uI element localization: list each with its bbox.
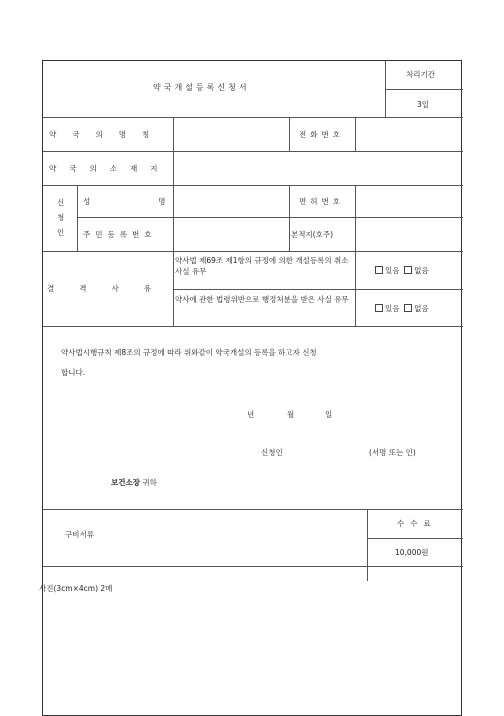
rule — [385, 89, 463, 90]
rule — [355, 185, 356, 251]
applicant-char: 청 — [57, 213, 65, 222]
pharmacy-name-label: 약국의명칭 — [49, 130, 166, 139]
documents-label: 구비서류 — [65, 530, 94, 539]
name-label: 성명 — [83, 197, 234, 206]
checkbox[interactable] — [404, 266, 412, 274]
addressee-suffix: 귀하 — [142, 478, 157, 487]
no-option: 없음 — [414, 266, 429, 275]
rule — [43, 185, 463, 186]
disqualification-item-1-options — [375, 266, 429, 275]
date-year: 년 — [247, 410, 255, 419]
rule — [43, 117, 463, 118]
disqualification-item-2-options — [375, 304, 429, 313]
rule — [43, 151, 463, 152]
rule — [43, 566, 367, 567]
signature-sign: (서명 또는 인) — [369, 448, 416, 457]
no-option: 없음 — [414, 304, 429, 313]
disqualification-item-2: 약사에 관한 법령위반으로 행정처분을 받은 사실 유무 — [175, 295, 349, 304]
rule — [355, 251, 356, 326]
rule — [77, 217, 463, 218]
rule — [43, 509, 463, 510]
rule — [289, 185, 290, 251]
rule — [367, 509, 368, 581]
fee-value: 10,000원 — [395, 548, 429, 557]
rule — [367, 538, 463, 539]
date-day: 일 — [325, 410, 333, 419]
applicant-char: 신 — [57, 198, 65, 207]
date-month: 월 — [287, 410, 295, 419]
phone-label: 전화번호 — [299, 130, 344, 139]
license-number-label: 면허번호 — [299, 197, 344, 206]
registered-domicile-label: 본적지(호주) — [291, 230, 334, 239]
checkbox[interactable] — [375, 304, 383, 312]
yes-option: 있음 — [385, 266, 400, 275]
processing-period-label: 처리기간 — [406, 70, 435, 79]
application-form — [39, 60, 462, 716]
checkbox[interactable] — [375, 266, 383, 274]
resident-number-label: 주민등록번호 — [83, 230, 157, 239]
rule — [173, 117, 174, 326]
rule — [173, 289, 463, 290]
statement-line-1: 약사법시행규칙 제8조의 규정에 따라 위와같이 약국개설의 등록을 하고자 신청 — [61, 348, 317, 357]
pharmacy-address-label: 약국의소재지 — [49, 164, 171, 173]
signature-label: 신청인 — [261, 448, 283, 457]
addressee — [111, 479, 157, 487]
addressee-office: 보건소장 — [111, 478, 140, 487]
rule — [289, 117, 290, 151]
applicant-char: 인 — [57, 228, 65, 237]
rule — [43, 251, 463, 252]
yes-option: 있음 — [385, 304, 400, 313]
checkbox[interactable] — [404, 304, 412, 312]
disqualification-label: 결격사유 — [47, 284, 176, 293]
rule — [367, 566, 463, 567]
fee-label: 수수료 — [397, 519, 437, 528]
rule — [385, 61, 386, 117]
processing-period-value: 3일 — [417, 100, 430, 109]
disqualification-item-1: 약사법 제69조 제1항의 규정에 의한 개설등록의 취소사실 유무 — [175, 256, 349, 276]
form-title: 약국개설등록신청서 — [153, 83, 250, 92]
rule — [43, 326, 463, 327]
rule — [355, 117, 356, 151]
rule — [77, 185, 78, 251]
documents-item: 사진(3cm×4cm) 2매 — [39, 584, 113, 593]
statement-line-2: 합니다. — [61, 368, 86, 377]
